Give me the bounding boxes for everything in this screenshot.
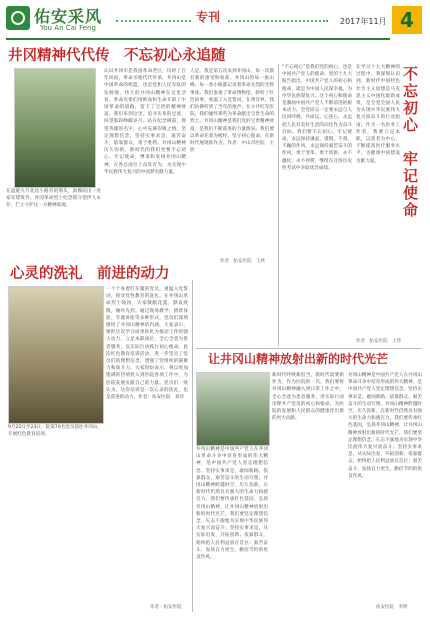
article3-body-2: 在学习十九大精神的过程中，我深刻认识到，新时代中国特色社会主义思想是马克思主义中国化最新成果，是全党全国人民为实现中华民族伟大复兴而奋斗的行动指南。作为一名医务工作者，我要立足本职，以患者为中心，不断提高医疗服务水平，为健康中国建设贡献力量。 — [356, 65, 400, 164]
article4-body-3: 井冈山精神是中国共产党人在井冈山革命斗争中培育形成的伟大精神，是中国共产党人坚定理想信念、坚持实事求是、敢闯新路、依靠群众、艰苦奋斗的生动写照。井冈山精神跨越时空，历久弥新，在新时代仍然具有强大的生命力和感召力。我们要传承红色基因，弘扬井冈山精神，让井冈山精神放射出新的时代光芒。我们要坚定理想信念，矢志不渝地为实现中华民族伟大复兴而奋斗；坚持实事求是，从实际出发，开拓创新；依靠群众，始终把人民利益放在首位；艰苦奋斗，发扬自力更生、勤俭节约的优良作风。 — [348, 373, 422, 479]
article3-signature: 作者：佑安医院 王伟 — [356, 339, 401, 344]
brand-title: 佑安采风 — [34, 7, 103, 26]
brand-logo-icon — [6, 6, 30, 30]
article1-body-2: 人是，我是第五次来到井冈山，每一次都有新的感受和收获。井冈山的每一座山峰、每一条小路都记录着革命先烈的光辉事迹。我们参观了革命博物馆，聆听了红色故事，重温了入党誓词。在黄洋界，我们仿佛听到了当年的炮声；在小井红军医院，我们缅怀那些为革命献出宝贵生命的烈士。井冈山精神是我们党的宝贵精神财富，是我们不断前进的力量源泉。我们要以革命先辈为榜样，坚守初心使命，在新时代展现新作为。作者：中山市医院 王欣 — [190, 69, 274, 154]
article2-caption: 9月22日至23日，院第70名党员前往井冈山，开展红色教育培训。 — [8, 425, 102, 438]
article3-title: 不忘初心 牢记使命 — [401, 66, 419, 219]
brand-subtitle: You An Cai Feng — [40, 24, 96, 32]
article2-title: 心灵的洗礼 前进的动力 — [10, 265, 170, 282]
page-number: 4 — [392, 6, 422, 34]
column-divider — [278, 64, 279, 346]
header-rule — [6, 38, 390, 40]
section-divider — [196, 348, 422, 349]
article2-body: 一个个身着红军服的党员，重温入党誓词，接受党性教育的洗礼。在井冈山革命烈士陵园，大家敬献花篮，默哀致敬，缅怀先烈。通过现场教学、情景体验、专题讲座等多种形式，党员们深刻感悟了井冈山精神的内涵。大家表示，要把这次学习成果转化为推动工作的强大动力，立足本职岗位，全心全意为患者服务，以实际行动践行初心使命。此次红色教育培训活动，进一步坚定了党员们的理想信念，增强了党组织的凝聚力和战斗力。大家纷纷表示，将以更加饱满的热情投入到医院各项工作中，为医院发展贡献自己的力量。党员们一致认为，这次培训是一次心灵的洗礼，也是前进的动力。作者：佑安医院 刘洋 — [106, 287, 188, 401]
article4-signature: 佑安医院 李明 — [376, 605, 408, 610]
page-header — [0, 0, 430, 38]
article4-title: 让井冈山精神放射出新的时代光芒 — [208, 352, 389, 366]
article1-title: 井冈精神代代传 不忘初心永追随 — [8, 47, 226, 64]
article4-body-2: 新时代呼唤新担当，新时代需要新作为。作为医院的一员，我们要将井冈山精神融入到日常工作之中，全心全意为患者服务，用实际行动诠释共产党员的初心和使命，为医院的发展和人民群众的健康作出新的更大贡献。 — [272, 373, 344, 422]
header-divider-right — [228, 20, 328, 22]
article1-signature: 作者：佑安医院 王欣 — [220, 259, 265, 264]
article4-photo — [196, 372, 270, 446]
article2-photo — [8, 286, 104, 424]
header-divider-left — [116, 20, 191, 22]
issue-date: 2017年11月 — [340, 17, 387, 26]
article1-body: 认识井冈市是我国革命老区，历经了百年风雨，革命圣地代代传承，井冈山是中国革命的摇篮，也是党和人民军队的发源地，伟大的井冈山精神在这里孕育。革命先辈们用鲜血和生命开辟了中国革命的道路，留下了宝贵的精神财富。我们来到这里，追寻先辈的足迹，回望那段峥嵘岁月。站在纪念碑前，仰望英雄的名字，心中充满崇敬之情。坚定理想信念，坚持实事求是，艰苦奋斗，依靠群众，勇于胜利。井冈山精神历久弥新，新时代的我们更要不忘初心、牢记使命，继承和发扬井冈山精神，在各自岗位上奋发有为，为实现中华民族伟大复兴的中国梦贡献力量。 — [104, 69, 186, 175]
column-divider-2 — [192, 280, 193, 612]
article1-photo — [14, 68, 96, 188]
column-title: 专刊 — [196, 10, 221, 24]
article3-body: “不忘初心”是我们党的初心，也是中国共产党人的使命。党的十九大报告指出，中国共产党人的初心和使命，就是为中国人民谋幸福，为中华民族谋复兴。这个初心和使命是激励中国共产党人不断前进的根本动力。全党同志一定要永远与人民同呼吸、共命运、心连心，永远把人民对美好生活的向往作为奋斗目标。我们要不忘初心、牢记使命，永远保持谦虚、谨慎、不骄、不躁的作风，永远保持艰苦奋斗的作风，勇于变革、勇于创新，永不僵化、永不停滞，继续在这场历史性考试中争取优异成绩。 — [282, 65, 352, 171]
article1-caption: 在盘旋九月北边小路旁的那头，肃穆而出一处家军建筑外。井冈革命烈士纪念塔守望伊人永存，伫立守护这一方精神高地。 — [6, 189, 101, 209]
article2-signature: 作者：佑安医院 — [150, 605, 182, 610]
article4-body: 井冈山精神是中国共产党人在井冈山革命斗争中培育形成的伟大精神，是中国共产党人坚定理想信念、坚持实事求是、敢闯新路、依靠群众、艰苦奋斗的生动写照。井冈山精神跨越时空，历久弥新，在新时代仍然具有强大的生命力和感召力。我们要传承红色基因，弘扬井冈山精神，让井冈山精神放射出新的时代光芒。我们要坚定理想信念，矢志不渝地为实现中华民族伟大复兴而奋斗；坚持实事求是，从实际出发，开拓创新；依靠群众，始终把人民利益放在首位；艰苦奋斗，发扬自力更生、勤俭节约的优良作风。 — [196, 447, 268, 561]
